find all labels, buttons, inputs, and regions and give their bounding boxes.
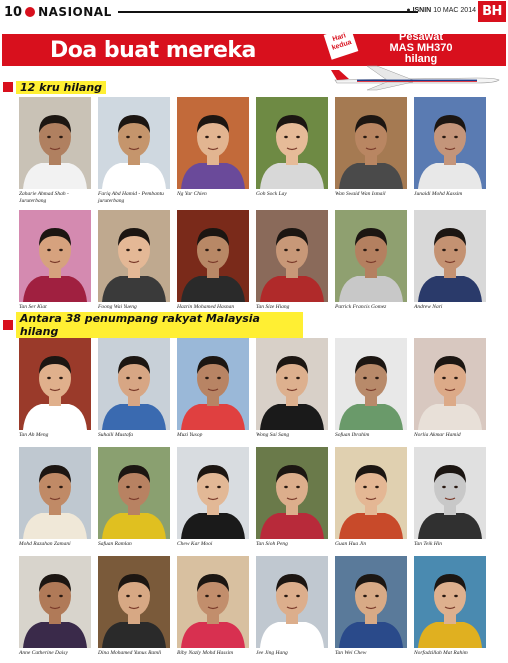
- portrait-caption: Muzi Yusop: [177, 432, 203, 438]
- passenger-card: [335, 556, 407, 663]
- portrait-photo: [256, 338, 328, 430]
- crew-member-card: [335, 97, 407, 204]
- promo-line-3: hilang: [404, 53, 438, 65]
- portrait-photo: [98, 210, 170, 302]
- portrait-photo: [414, 97, 486, 189]
- passenger-card: [19, 447, 91, 554]
- portrait-photo: [177, 338, 249, 430]
- passenger-card: [98, 338, 170, 445]
- passenger-card: [414, 556, 486, 663]
- portrait-caption: Tan Ah Meng: [19, 432, 49, 438]
- portrait-caption: Fariq Abd Hamid - Pembantu juruterbang: [98, 191, 164, 204]
- passengers-heading-text: Antara 38 penumpang rakyat Malaysia hilang: [16, 312, 303, 338]
- portrait-caption: Ng Yar Chien: [177, 191, 207, 197]
- portrait-photo: [177, 210, 249, 302]
- portrait-photo: [98, 447, 170, 539]
- portrait-caption: Jee Jing Hang: [256, 650, 288, 656]
- portrait-caption: Junaidi Mohd Kassim: [414, 191, 463, 197]
- passenger-card: [19, 338, 91, 445]
- portrait-caption: Safuan Ramlan: [98, 541, 132, 547]
- portrait-caption: Mohd Razahan Zamani: [19, 541, 71, 547]
- passenger-card: [335, 447, 407, 554]
- issue-date: ● ISNIN 10 MAC 2014: [406, 7, 476, 14]
- section-label: NASIONAL: [38, 5, 112, 19]
- portrait-caption: Hazrin Mohamed Hasnan: [177, 304, 235, 310]
- portrait-caption: Tan Size Hiang: [256, 304, 290, 310]
- portrait-photo: [177, 556, 249, 648]
- portrait-caption: Suhaili Mustafa: [98, 432, 133, 438]
- portrait-photo: [256, 97, 328, 189]
- portrait-photo: [256, 447, 328, 539]
- portrait-photo: [335, 338, 407, 430]
- portrait-photo: [414, 556, 486, 648]
- portrait-photo: [19, 338, 91, 430]
- headline-banner: [2, 34, 318, 66]
- page-header: [0, 0, 508, 24]
- crew-member-card: [414, 97, 486, 204]
- heading-bullet-icon: [3, 82, 13, 92]
- portrait-caption: Biby Nazly Mohd Hassim: [177, 650, 234, 656]
- portrait-photo: [414, 447, 486, 539]
- portrait-photo: [335, 97, 407, 189]
- page-number: 10: [4, 4, 23, 20]
- portrait-caption: Patrick Francis Gomez: [335, 304, 387, 310]
- crew-member-card: [335, 210, 407, 317]
- header-rule: [118, 11, 418, 13]
- promo-line-2: MAS MH370: [389, 42, 453, 54]
- passengers-photo-grid: [19, 338, 486, 663]
- crew-member-card: [256, 210, 328, 317]
- day-two-tag: Hari kedua: [324, 26, 359, 59]
- portrait-caption: Foong Wai Yueng: [98, 304, 137, 310]
- portrait-photo: [98, 556, 170, 648]
- portrait-caption: Norlia Akmar Hamid: [414, 432, 461, 438]
- crew-member-card: [177, 97, 249, 204]
- crew-member-card: [19, 210, 91, 317]
- crew-heading: [3, 80, 113, 94]
- portrait-caption: Anne Catherine Daisy: [19, 650, 68, 656]
- portrait-photo: [98, 338, 170, 430]
- portrait-photo: [19, 210, 91, 302]
- portrait-caption: Norfadzillah Mat Rahim: [414, 650, 468, 656]
- crew-photo-grid: [19, 97, 486, 317]
- passenger-card: [335, 338, 407, 445]
- portrait-photo: [414, 338, 486, 430]
- heading-bullet-icon: [3, 320, 13, 330]
- promo-line-1: Pesawat: [398, 31, 444, 43]
- passenger-card: [414, 338, 486, 445]
- passenger-card: [256, 447, 328, 554]
- portrait-photo: [414, 210, 486, 302]
- portrait-caption: Guan Hua Jin: [335, 541, 367, 547]
- portrait-photo: [19, 556, 91, 648]
- passenger-card: [19, 556, 91, 663]
- portrait-photo: [256, 556, 328, 648]
- portrait-caption: Wong Sai Sang: [256, 432, 290, 438]
- portrait-photo: [335, 447, 407, 539]
- portrait-caption: Zaharie Ahmad Shah - Juruterbang: [19, 191, 69, 204]
- portrait-caption: Andrew Nari: [414, 304, 443, 310]
- portrait-photo: [19, 97, 91, 189]
- portrait-caption: Tan Teik Hin: [414, 541, 443, 547]
- section-bullet-icon: [25, 7, 35, 17]
- portrait-caption: Tan Sioh Peng: [256, 541, 288, 547]
- passenger-card: [256, 556, 328, 663]
- crew-member-card: [414, 210, 486, 317]
- crew-member-card: [177, 210, 249, 317]
- portrait-caption: Chew Kar Mooi: [177, 541, 213, 547]
- passenger-card: [414, 447, 486, 554]
- flight-promo-text: [361, 32, 481, 65]
- crew-member-card: [98, 97, 170, 204]
- portrait-caption: Wan Swaid Wan Ismail: [335, 191, 386, 197]
- portrait-caption: Dina Mohamed Yunus Ramli: [98, 650, 162, 656]
- portrait-photo: [177, 97, 249, 189]
- portrait-caption: Goh Sock Lay: [256, 191, 287, 197]
- headline-title: Doa buat mereka: [50, 37, 256, 63]
- portrait-caption: Tan Ser Kiat: [19, 304, 47, 310]
- portrait-photo: [256, 210, 328, 302]
- portrait-photo: [177, 447, 249, 539]
- passenger-card: [177, 556, 249, 663]
- crew-member-card: [256, 97, 328, 204]
- flight-promo: [327, 28, 503, 88]
- issue-day: ISNIN: [412, 7, 432, 14]
- portrait-photo: [98, 97, 170, 189]
- passenger-card: [98, 447, 170, 554]
- portrait-photo: [335, 210, 407, 302]
- crew-member-card: [19, 97, 91, 204]
- issue-date-text: 10 MAC 2014: [433, 7, 476, 14]
- portrait-photo: [335, 556, 407, 648]
- passenger-card: [177, 338, 249, 445]
- passengers-heading: [3, 312, 303, 338]
- passenger-card: [177, 447, 249, 554]
- portrait-caption: Tan Wei Chew: [335, 650, 367, 656]
- airplane-icon: [327, 64, 503, 90]
- crew-heading-text: 12 kru hilang: [16, 81, 106, 94]
- crew-member-card: [98, 210, 170, 317]
- portrait-caption: Sofuan Ibrahim: [335, 432, 370, 438]
- passenger-card: [256, 338, 328, 445]
- portrait-photo: [19, 447, 91, 539]
- bh-logo: BH: [478, 1, 506, 22]
- passenger-card: [98, 556, 170, 663]
